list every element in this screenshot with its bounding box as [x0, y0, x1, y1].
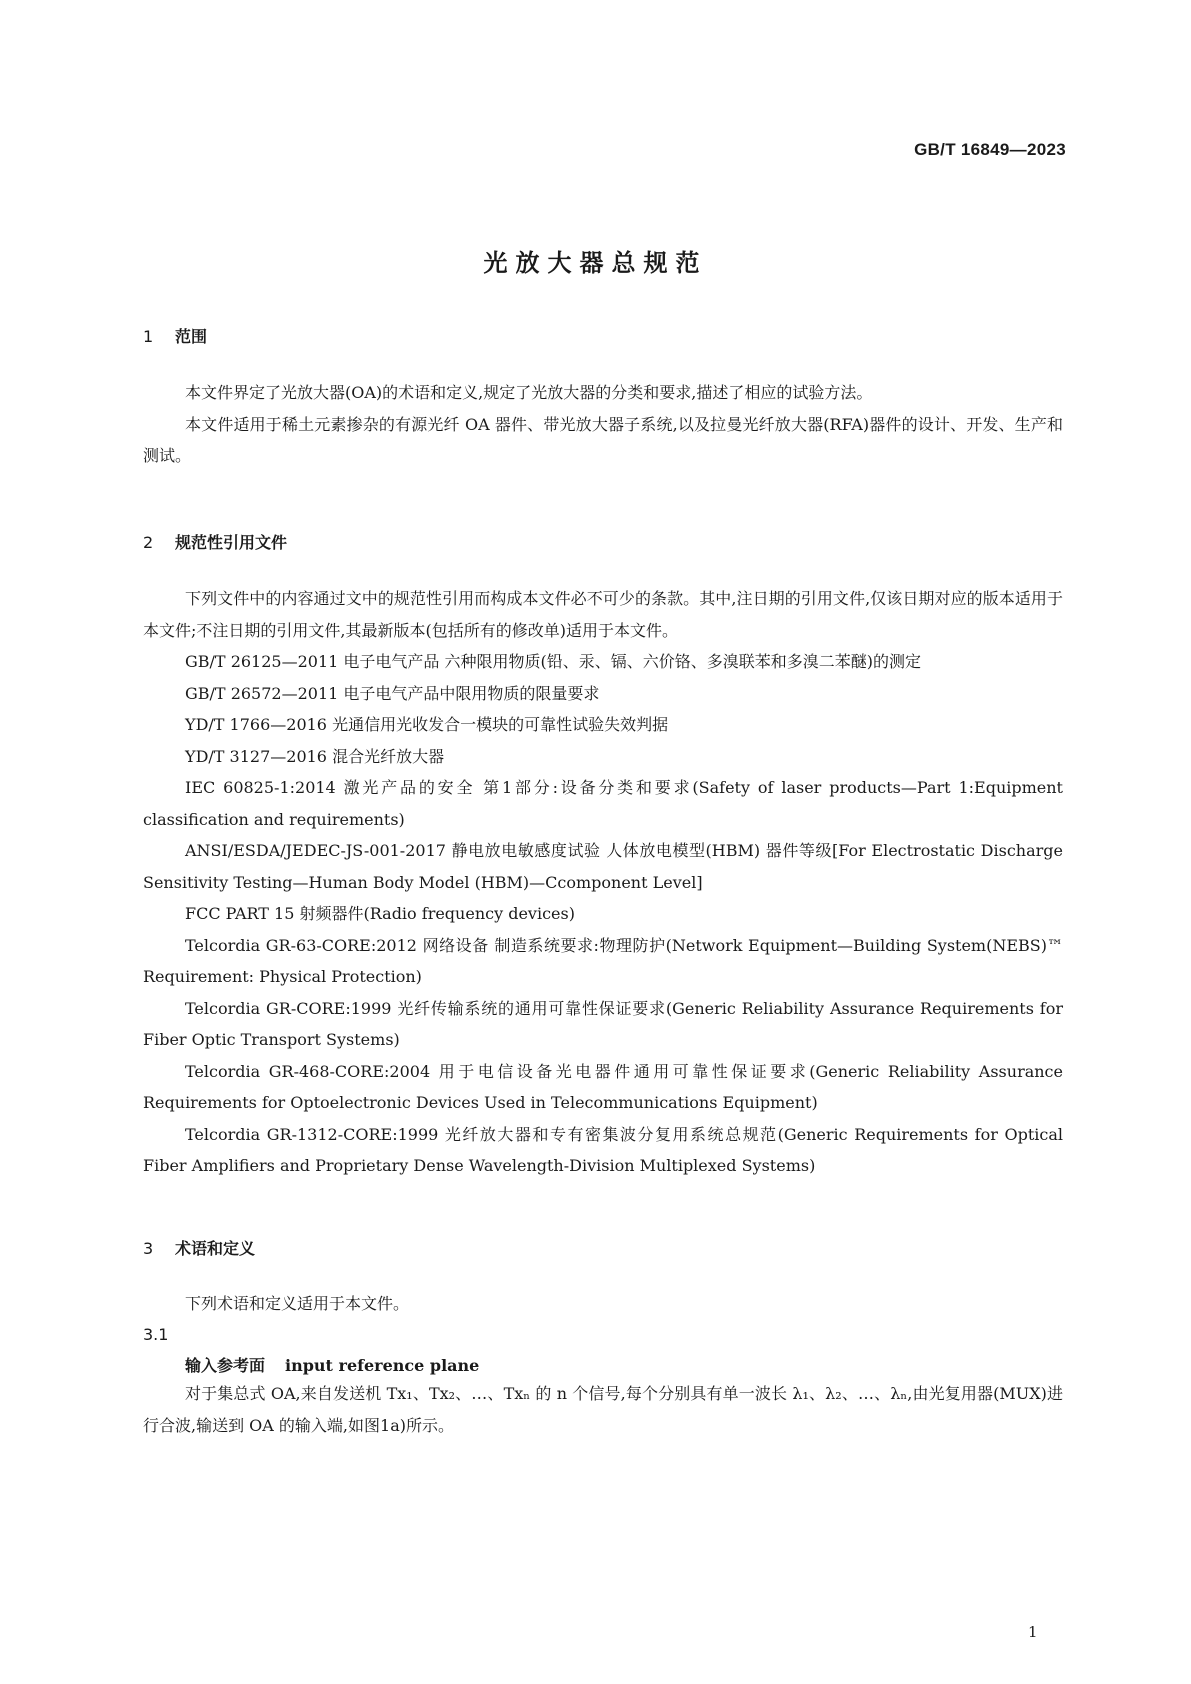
- scope-body: [143, 377, 1063, 472]
- page-number: 1: [1028, 1623, 1038, 1641]
- reference-item: GB/T 26572—2011 电子电气产品中限用物质的限量要求: [185, 683, 600, 703]
- reference-item: FCC PART 15 射频器件(Radio frequency devices): [185, 904, 575, 923]
- term-definition: [143, 1378, 1063, 1441]
- reference-item: Telcordia GR-63-CORE:2012 网络设备 制造系统要求:物理防护(Network Equipment—Building System(NEBS)™ Requirement: Physical Protection): [143, 935, 1063, 986]
- reference-item: Telcordia GR-1312-CORE:1999 光纤放大器和专有密集波分复用系统总规范(Generic Requirements for Optical Fiber Amplifiers and Proprietary Dense Wavelength-Division Multiplexed Systems): [143, 1124, 1063, 1175]
- section-heading-normative-references: [143, 530, 287, 553]
- reference-item: YD/T 3127—2016 混合光纤放大器: [185, 746, 445, 766]
- reference-item: GB/T 26125—2011 电子电气产品 六种限用物质(铅、汞、镉、六价铬、多溴联苯和多溴二苯醚)的测定: [185, 652, 921, 671]
- document-title: 光放大器总规范: [483, 249, 708, 277]
- section-title: 范围: [175, 327, 208, 346]
- section-number: 3: [143, 1239, 154, 1258]
- section-heading-scope: [143, 324, 207, 347]
- reference-item: ANSI/ESDA/JEDEC-JS-001-2017 静电放电敏感度试验 人体放电模型(HBM) 器件等级[For Electrostatic Discharge Sensitivity Testing—Human Body Model (HBM)—Ccomponent Level]: [143, 841, 1063, 892]
- reference-item: Telcordia GR-CORE:1999 光纤传输系统的通用可靠性保证要求(Generic Reliability Assurance Requirements for Fiber Optic Transport Systems): [143, 998, 1063, 1049]
- normative-references-body: [143, 583, 1063, 1182]
- scope-paragraph: 本文件适用于稀土元素掺杂的有源光纤 OA 器件、带光放大器子系统,以及拉曼光纤放大器(RFA)器件的设计、开发、生产和测试。: [143, 414, 1063, 465]
- reference-item: IEC 60825-1:2014 激光产品的安全 第1部分:设备分类和要求(Safety of laser products—Part 1:Equipment classification and requirements): [143, 778, 1063, 829]
- term-en: input reference plane: [285, 1356, 480, 1375]
- section-title: 规范性引用文件: [175, 533, 288, 552]
- clause-number: 3.1: [143, 1325, 169, 1344]
- term-definition-text: 对于集总式 OA,来自发送机 Tx₁、Tx₂、…、Txₙ 的 n 个信号,每个分别具有单一波长 λ₁、λ₂、…、λₙ,由光复用器(MUX)进行合波,输送到 OA 的输入端,如图1a)所示。: [143, 1384, 1063, 1435]
- section-number: 1: [143, 327, 154, 346]
- term-entry: [185, 1353, 479, 1376]
- terms-intro: [143, 1288, 1063, 1320]
- section-heading-terms: [143, 1236, 255, 1259]
- references-intro: 下列文件中的内容通过文中的规范性引用而构成本文件必不可少的条款。其中,注日期的引用文件,仅该日期对应的版本适用于本文件;不注日期的引用文件,其最新版本(包括所有的修改单)适用于本文件。: [143, 589, 1063, 640]
- reference-item: YD/T 1766—2016 光通信用光收发合一模块的可靠性试验失效判据: [185, 715, 669, 734]
- section-number: 2: [143, 533, 154, 552]
- terms-intro-text: 下列术语和定义适用于本文件。: [185, 1294, 410, 1313]
- scope-paragraph: 本文件界定了光放大器(OA)的术语和定义,规定了光放大器的分类和要求,描述了相应的试验方法。: [185, 383, 873, 402]
- section-title: 术语和定义: [175, 1239, 256, 1258]
- term-zh: 输入参考面: [185, 1356, 266, 1375]
- reference-item: Telcordia GR-468-CORE:2004 用于电信设备光电器件通用可靠性保证要求(Generic Reliability Assurance Requirements for Optoelectronic Devices Used in Telecommunications Equipment): [143, 1061, 1063, 1112]
- document-code: GB/T 16849—2023: [914, 140, 1066, 159]
